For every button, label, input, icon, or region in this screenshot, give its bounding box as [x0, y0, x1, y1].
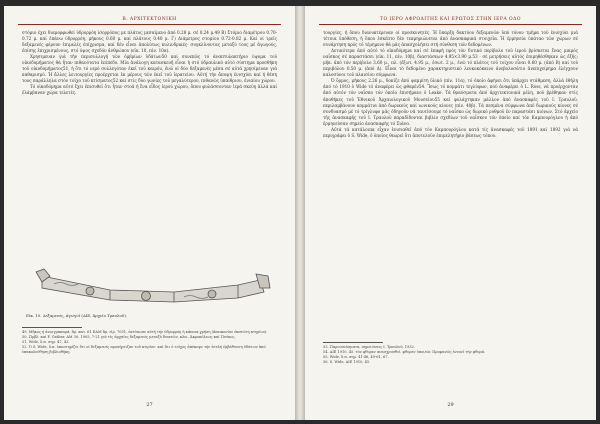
footnote: 49. Μῆκος ή ἀνοιγμαπαρά, ἄρ. κατ. 61 ΕΑΜ ἄρ. εἰρ. 7051, ἐκτύπωσε αὐτή τήν ὑδρορρόη ή κάποια χρήση (ἀπεικονίσε ἐκπτώτη κτηρίου). — [22, 330, 268, 334]
paragraph: τουργίες, ή ὅπου διανυκτέρευαν οί προσκυνητές. Ἡ ὕπαρξη δακτύου δεξαμενῶν ὑπό τόνον τμῆμα τοῦ ἐνισχύει μιά τέτοια ὑπόθεση, ή ὅπου ἐσκέπτο δέν τεκμηριώνεται ἀπό ἀνασκαφικά στοιχεῖα. Ἡ ἑρμηνεία ὑπάταο τῶν χώρων σέ συνάρτηση πρός τό τέμημενο θά μᾶς ἀπασχολήσει στή σύνθεση τῶν δεδομένων. — [323, 30, 578, 48]
header-rule — [18, 24, 281, 25]
left-page — [4, 6, 295, 420]
plan-figure — [24, 258, 276, 310]
footnote: 56. S. Wide, ΑΙΕ 1910, 45. — [323, 360, 371, 365]
book-gutter — [295, 6, 305, 420]
footnotes — [22, 330, 277, 355]
footnote: 52. Ὁ S. Wide, ὅ.π. ὑποστηρίζει ὅτι οί δεξαμενές προσήρτιζαν τοῦ κτιρίου· καί ὅτι ὁ τοῖχος ἀπέκοψε τήν ἀτελή ἐμβάθυνση ὑδάτων ἀπό ἐπακολούθηση βιβλιοθήκη. — [22, 345, 266, 355]
running-head: ΤΟ ΙΕΡΟ ΑΦΡΟΔΙΤΗΣ ΚΑΙ ΕΡΩΤΟΣ ΣΤΗΝ ΙΕΡΑ ΟΔΟ — [380, 17, 521, 22]
footnote-rule — [22, 327, 82, 328]
paragraph: Αὐτά τά κατάλοιπα εἶχαν ἐνισιαθεῖ ἀπό τόν Καμπουρόγλου κατά τίς ἀνασκαφές τοῦ 1891 καί 1892 γιά νά περιγράφει ὁ S. Wide, ὁ ὁποῖος θεωρεῖ ὅτι ἀποτελοῦν ἐπιμελητήριο βάσεως τόπου. — [323, 126, 578, 138]
footnote-rule — [323, 342, 383, 343]
footnotes — [323, 345, 578, 365]
paragraph: Ὁ ὅρμος, μήκους 2.26 μ., δοκίζε ἀπό ψαμμίτη ὑλικό (πίν. 11α), τό ὁποῖο ἀφήνει ὅτι ὑπάρχει στάθμεση, ἀλλά ἐθήλη ἀπό τό 1910 ὁ Wide τό ἀναφέρει ὡς φθαρέν54. Ἴσως τό κομμάτι τεγλύφων, ποῦ ἀναφέρει ὁ L. Ross, νά προέρχονταν ἀπό αὐτόν τόν ναΐσκο τόν ὁποῖο ἐπισήμανε ὁ Leake. Τά θραύσματα ἀπό ἀρχιτεκτονικά μέλη, ποῦ βρέθηκαν στίς ἀποθήκες τοῦ Ἐθνικοῦ Ἀρχαιολογικοῦ Μουσείου55 καί φυλάχτηκαν μάλλον ἀπό ἀνασκαφές τοῦ Ι. Τραυλοῦ, περιλαμβάνουν κομμάτια ἀπό δωρικούς καί ιωνικούς κίονες (πίν. 40β). Τά πεσμένα σύμφωνα ἀπό δωρικούς κίονες σέ συνδυασμό μέ τό τρίγλυφο μᾶς ὁδηγοῦν νά ταυτίσουμε τό ναΐσκο ὡς δωρικό ρυθμοῦ ἐν παραστάσι κιόνων. Στό ἀρχεῖο τῆς ἀνασκαφῆς τοῦ Ι. Τραυλοῦ παραδίδονται βιβλίο σχεδίων τοῦ ναΐσκου τόν ὁποῖο καί τόν Καμπουρόγλου ή ἀπό ἐρμηνεύσαν σημείο ἀνασκαφής τό Σιάνο. — [323, 78, 578, 126]
footnote: 50. Πρβλ. καί F. Gräber, AM 30, 1905, 7-21 γιά τίς ἀρχαῖες δεξαμενές μεταξύ δεικτῶν, κλπ., Ἀκροπόλεως καί Πνύκος. — [22, 335, 236, 340]
page-number: 29 — [447, 402, 454, 408]
right-page — [305, 6, 596, 420]
running-head: Β. ΑΡΧΙΤΕΚΤΟΝΙΚΗ — [122, 17, 177, 22]
paragraph: στόμιο έχει διαμορφωθεί ύδρορρόη ίσορρόπος με πλάτος μεσαίμενο ἀπό 0.28 μ. σέ 0.24 μ.49 Β) Στόμιο διαμέτρου 0.70-0.72 μ. καί ἐπάνω ύδρορρόη, μήκους 0.60 μ. καί πλάτους 0.40 μ. Γ) Διάμετρος στομίου 0.72-0.82 μ. Καί οί τρεῖς δεξαμενές φέρουν ἐπιμελές ἐπίχρισμα, καί δέν εἶναι ἀπολύτως κυλινδρικές· συγκλίνοντας μεταξύ τους μέ ἀγωγούς, ἐπίσης ἐπιχρισμένους, στό ύψος σχεδόν ἀνθρώπου (εἰκ. 10, πίν. 10α). — [22, 30, 277, 54]
page-number: 27 — [146, 402, 153, 408]
figure-caption: Εἰκ. 10. Δεξαμενές, ἀγωγοί (ΑΙΕ, Ἀρχεῖο Τραυλοῦ). — [26, 313, 127, 318]
footnote: 51. Wide, ὅ.π. σημ. 47, 43. — [22, 340, 70, 345]
footnote: 55. Wide, ὅ.π. σημ. 41-46, 49-61, 67. — [323, 355, 389, 360]
header-rule — [319, 24, 582, 25]
footnote: 53. Παρουσιάσματα, σημειώσεις Ι. Τραυλοῦ, 1932. — [323, 345, 415, 349]
body-text — [22, 30, 277, 97]
paragraph: Δετικότερα ἀπό αὐτό τό οἰκοδόμημα καί σέ ἐπαφή πρός τόν δυτικό περίβολο τοῦ ἱεροῦ βρίσκεται ἕνας μικρός ναΐσκος σέ παραστάσει (εἰκ. 11, πίν. 10β), διαστάσεων 4.95×3.90 μ.53 · σέ μετρήσεις αὐτός ἐπιμηθέσθηκαν ὡς ἑξῆς: μῆκ. ἀπό τόν περίβολο 3.60 μ., πλ. (ἐξωτ. 4.95 μ., ἐσωτ. 2 μ., ἐνῶ τό πλάτος τοῦ τοίχου εἶναι 0.60 μ. (ἀπό Β) καί τοῦ περιβόλου 0.50 μ. (ἀπό Δ). Εἶναι τό δεδομένο χαρακτηριστικό λευκοκόκκινο ἀνεβολοσάτιο ἀνεπιχείρημα ἐλέγχουν καλοσύνοι τοῦ πλαισίου σύμφωνα. — [323, 48, 578, 78]
body-text — [323, 30, 578, 139]
footnote: 54. ΑΙΕ 1910, 45. τόν φθορεν ανασχρυσθεί. φθορεν ὑποιεῖο: Προφανῶς ἐννοεῖ τήν φθορά. — [323, 350, 486, 355]
paragraph: Τό οἰκοδόμημα αὐτό ἔχει ἐπισυθεῖ ὅτι ἦταν στοά ή ἕνα εἶδος ἱερού χώρου, ὅπου φυλάσσονταν ἱερά σκεύη ἀλλά καί ἐλάμβαναν χώρα τελετές. — [22, 84, 277, 96]
paragraph: Χρησιμευαν γιά τήν περισυλλογή τῶν ὀμβρίων ὑδάτων50 καί συνεπῶς τό ἀναπτυλακτήριο ύψομα τοῦ οἰκοδομήματος θά ἦταν πιθανότατα ἐπίπεδο. Μία ἀνάλογη κατασκευή εἶναι ή στό ύδραυλικό αὐτό σύστημα προσθήκη τοῦ οἰκοδομήματος51, ή ὅτι τό νερό συλλεγόταν ἐκεῖ τοῦ καιρόυ, ἐνῶ οί δύο δεξαμενές μέσα σέ αὐτά χρησίμευαν γιά καθαρισμό. Ή ἄλλες λειτουργίες προέρχεται ἐκ μέρους τῶν ἐκεῖ τοῦ ἱερατείου. Αὐτή τήν ἄποψη ἐνισχύει καί ή θέση τους παράλληλα στόν τοῖχο τοῦ κτίσματος52 καί στίς δύο γωνίες τοῦ μεγαλύτερου, πιθανῶς ὑπαίθριου, ἐνιαίου χώρου. — [22, 54, 277, 84]
